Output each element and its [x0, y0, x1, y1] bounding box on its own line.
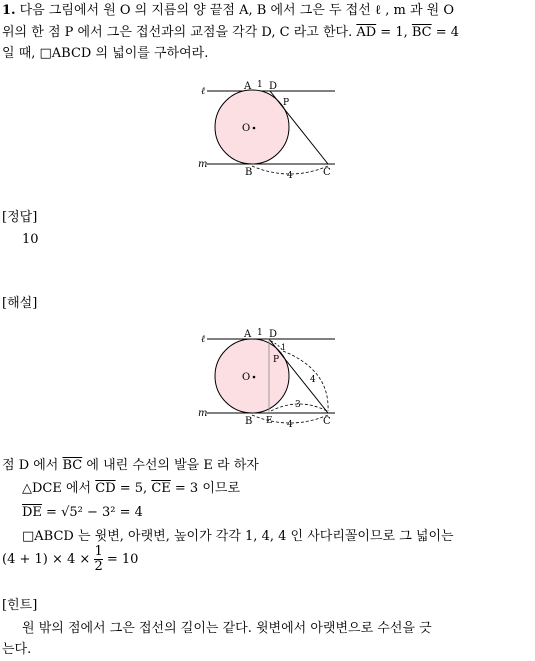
solution-line-2 — [22, 480, 240, 498]
solution-label: [해설] — [2, 296, 38, 311]
solution-line-3 — [22, 504, 143, 522]
solution-line-1 — [2, 457, 259, 475]
solution-line-4: □ABCD 는 윗변, 아랫변, 높이가 각각 1, 4, 4 인 사다리꼴이므로 그 넓이는 — [22, 529, 454, 544]
solution-text-2c: = 3 이므로 — [170, 481, 241, 496]
problem-text-2b: = 1, — [376, 25, 412, 40]
label-e: E — [266, 416, 273, 426]
label-b: B — [245, 167, 253, 178]
problem-number: 1. — [2, 3, 16, 18]
center-dot-2 — [253, 376, 256, 379]
label-l: ℓ — [201, 86, 206, 97]
solution-text-5b: = 10 — [102, 552, 139, 567]
fraction-half — [94, 545, 102, 574]
label-l-2: ℓ — [201, 334, 206, 345]
problem-text-2: 위의 한 점 P 에서 그은 접선과의 교점을 각각 D, C 라고 한다. — [2, 25, 357, 40]
label-a-2: A — [244, 329, 252, 340]
arc-pc — [283, 351, 328, 411]
figure-1 — [195, 78, 345, 183]
label-4: 4 — [287, 171, 293, 181]
segment-ad: $\overline{AD}$ — [356, 25, 377, 40]
hint-label: [힌트] — [2, 598, 38, 613]
center-dot — [253, 127, 256, 130]
label-1: 1 — [257, 80, 263, 90]
label-p: P — [283, 98, 290, 108]
label-d-2: D — [269, 329, 278, 340]
label-c-2: C — [323, 416, 331, 427]
segment-bc-2: $\overline{BC}$ — [62, 458, 83, 473]
segment-ce: $\overline{CE}$ — [151, 481, 171, 496]
segment-cd: $\overline{CD}$ — [95, 481, 116, 496]
label-4-bottom: 4 — [287, 420, 293, 430]
solution-text-2b: = 5, — [115, 481, 152, 496]
label-o-2: O — [242, 372, 251, 383]
solution-text-5a: (4 + 1) × 4 × — [2, 552, 95, 567]
label-1-top: 1 — [257, 328, 263, 338]
label-c: C — [323, 167, 331, 178]
label-3: 3 — [295, 400, 301, 410]
answer-value: 10 — [22, 232, 39, 247]
problem-line-2 — [2, 24, 459, 42]
solution-line-5 — [2, 545, 138, 575]
answer-label: [정답] — [2, 210, 38, 225]
problem-text-2c: = 4 — [431, 25, 460, 40]
problem-text-1: 다음 그림에서 원 O 의 지름의 양 끝점 A, B 에서 그은 두 접선 ℓ , m 과 원 O — [19, 3, 455, 18]
solution-text-2a: △DCE 에서 — [22, 481, 96, 496]
problem-line-1 — [2, 2, 454, 20]
label-1-p: 1 — [281, 343, 287, 352]
label-o: O — [242, 123, 251, 134]
label-d: D — [269, 81, 278, 92]
segment-de: $\overline{DE}$ — [22, 505, 42, 520]
label-b-2: B — [245, 416, 253, 427]
solution-text-3b: = √5² − 3² = 4 — [41, 505, 143, 520]
problem-text-3: 일 때, □ABCD 의 넓이를 구하여라. — [2, 46, 209, 61]
solution-text-1b: 에 내린 수선의 발을 E 라 하자 — [82, 458, 259, 473]
label-p-2: P — [273, 355, 280, 365]
solution-text-1a: 점 D 에서 — [2, 458, 63, 473]
figure-2 — [195, 325, 345, 433]
fraction-numerator: 1 — [94, 544, 103, 559]
label-4-right: 4 — [310, 375, 316, 385]
segment-bc: $\overline{BC}$ — [411, 25, 432, 40]
fraction-denominator: 2 — [94, 559, 103, 574]
hint-line-1: 원 밖의 점에서 그은 접선의 길이는 같다. 윗변에서 아랫변으로 수선을 긋 — [22, 621, 432, 636]
problem-line-3 — [2, 45, 208, 63]
hint-line-2: 는다. — [2, 642, 32, 657]
label-m: m — [198, 159, 208, 170]
label-m-2: m — [198, 408, 208, 419]
label-a: A — [244, 81, 252, 92]
